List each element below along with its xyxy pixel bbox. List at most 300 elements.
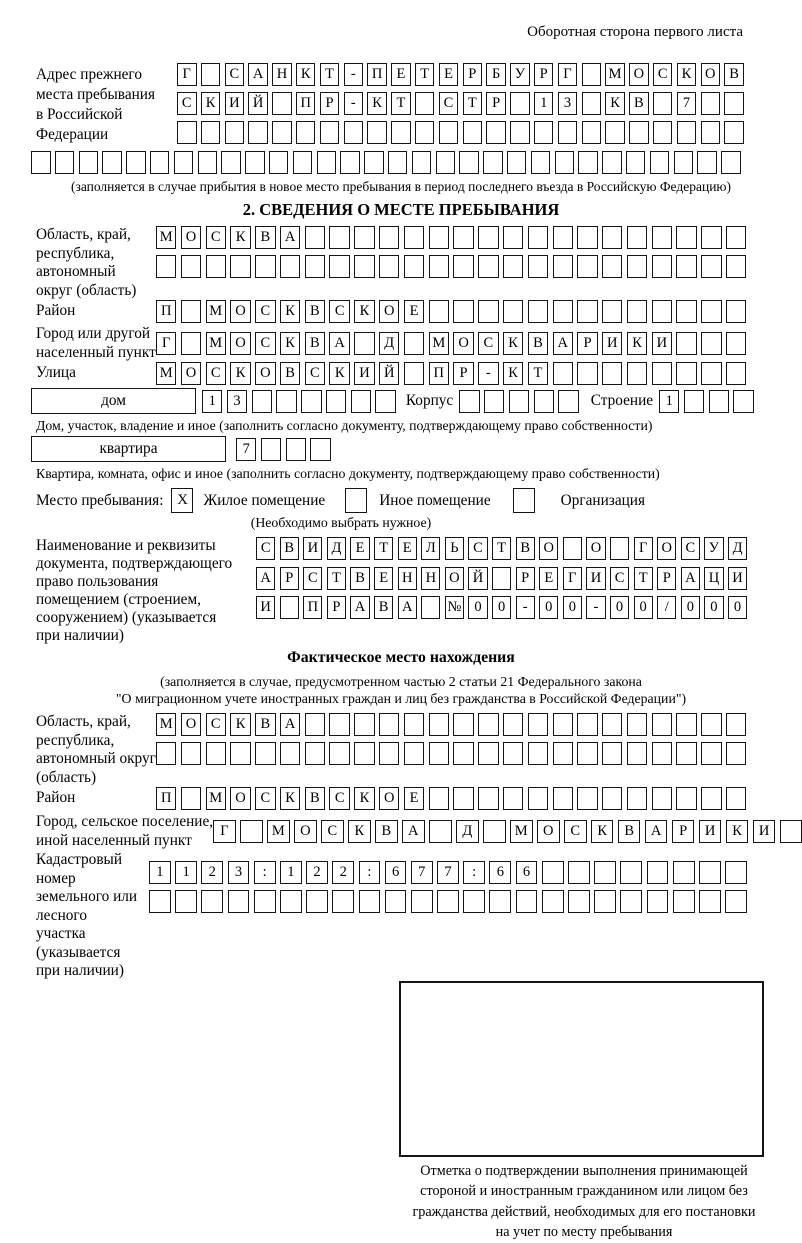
form-cell[interactable] (709, 390, 729, 413)
form-cell[interactable]: Б (486, 63, 506, 86)
form-cell[interactable]: В (618, 820, 641, 843)
form-cell[interactable] (55, 151, 75, 174)
form-cell[interactable] (528, 255, 548, 278)
form-cell[interactable] (647, 890, 669, 913)
form-cell[interactable] (463, 121, 483, 144)
actual-city-cells[interactable] (213, 820, 802, 843)
form-cell[interactable]: - (478, 362, 498, 385)
form-cell[interactable] (306, 890, 328, 913)
form-cell[interactable]: М (156, 226, 176, 249)
form-cell[interactable]: К (605, 92, 625, 115)
form-cell[interactable]: Ь (445, 537, 464, 560)
form-cell[interactable] (568, 861, 590, 884)
form-cell[interactable]: / (657, 596, 676, 619)
form-cell[interactable] (429, 742, 449, 765)
form-cell[interactable] (301, 390, 321, 413)
form-cell[interactable] (453, 713, 473, 736)
form-cell[interactable] (483, 820, 506, 843)
form-cell[interactable] (102, 151, 122, 174)
other-premise-checkbox[interactable] (345, 488, 367, 513)
form-cell[interactable] (181, 300, 201, 323)
form-cell[interactable]: 1 (534, 92, 554, 115)
form-cell[interactable] (553, 787, 573, 810)
form-cell[interactable]: С (610, 567, 629, 590)
form-cell[interactable]: С (439, 92, 459, 115)
form-cell[interactable] (404, 332, 424, 355)
form-cell[interactable]: У (510, 63, 530, 86)
form-cell[interactable] (503, 742, 523, 765)
form-cell[interactable]: С (255, 300, 275, 323)
form-cell[interactable]: 0 (492, 596, 511, 619)
form-cell[interactable]: Д (327, 537, 346, 560)
form-cell[interactable]: 7 (236, 438, 256, 461)
form-cell[interactable] (429, 820, 452, 843)
form-cell[interactable] (459, 390, 479, 413)
form-cell[interactable] (489, 890, 511, 913)
form-cell[interactable]: А (329, 332, 349, 355)
form-cell[interactable] (558, 121, 578, 144)
form-cell[interactable]: И (256, 596, 275, 619)
form-cell[interactable]: А (256, 567, 275, 590)
form-cell[interactable] (206, 742, 226, 765)
form-cell[interactable] (627, 742, 647, 765)
form-cell[interactable]: О (181, 362, 201, 385)
form-cell[interactable] (531, 151, 551, 174)
form-cell[interactable] (652, 362, 672, 385)
form-cell[interactable] (415, 92, 435, 115)
form-cell[interactable]: К (280, 332, 300, 355)
form-cell[interactable] (228, 890, 250, 913)
form-cell[interactable]: Р (463, 63, 483, 86)
form-cell[interactable] (652, 255, 672, 278)
form-cell[interactable] (177, 121, 197, 144)
form-cell[interactable] (429, 787, 449, 810)
form-cell[interactable]: М (206, 332, 226, 355)
form-cell[interactable] (305, 742, 325, 765)
form-cell[interactable] (404, 742, 424, 765)
form-cell[interactable] (724, 121, 744, 144)
stay-region-cells-2[interactable] (156, 255, 746, 278)
form-cell[interactable] (726, 332, 746, 355)
form-cell[interactable] (542, 861, 564, 884)
form-cell[interactable]: С (206, 226, 226, 249)
cadastral-cells-2[interactable] (149, 890, 747, 913)
form-cell[interactable] (582, 92, 602, 115)
form-cell[interactable] (577, 742, 597, 765)
form-cell[interactable]: Е (539, 567, 558, 590)
form-cell[interactable] (436, 151, 456, 174)
form-cell[interactable]: В (629, 92, 649, 115)
form-cell[interactable] (221, 151, 241, 174)
form-cell[interactable]: О (701, 63, 721, 86)
organization-checkbox[interactable] (513, 488, 535, 513)
form-cell[interactable]: О (379, 300, 399, 323)
form-cell[interactable] (563, 537, 582, 560)
form-cell[interactable] (578, 151, 598, 174)
form-cell[interactable] (652, 226, 672, 249)
form-cell[interactable]: Е (398, 537, 417, 560)
form-cell[interactable] (701, 92, 721, 115)
form-cell[interactable] (404, 362, 424, 385)
form-cell[interactable]: В (280, 537, 299, 560)
form-cell[interactable] (516, 890, 538, 913)
form-cell[interactable] (181, 255, 201, 278)
form-cell[interactable] (733, 390, 753, 413)
form-cell[interactable]: С (329, 787, 349, 810)
form-cell[interactable] (411, 890, 433, 913)
residential-checkbox[interactable]: X (171, 488, 193, 513)
form-cell[interactable]: К (201, 92, 221, 115)
form-cell[interactable] (305, 713, 325, 736)
form-cell[interactable] (31, 151, 51, 174)
form-cell[interactable] (780, 820, 802, 843)
form-cell[interactable] (620, 890, 642, 913)
form-cell[interactable] (726, 362, 746, 385)
form-cell[interactable]: В (255, 713, 275, 736)
form-cell[interactable] (421, 596, 440, 619)
form-cell[interactable] (429, 300, 449, 323)
form-cell[interactable]: 3 (227, 390, 247, 413)
form-cell[interactable] (602, 713, 622, 736)
form-cell[interactable] (453, 255, 473, 278)
form-cell[interactable] (305, 255, 325, 278)
form-cell[interactable]: 1 (659, 390, 679, 413)
form-cell[interactable] (478, 742, 498, 765)
form-cell[interactable] (602, 742, 622, 765)
form-cell[interactable]: Р (453, 362, 473, 385)
form-cell[interactable] (181, 742, 201, 765)
form-cell[interactable] (627, 713, 647, 736)
form-cell[interactable] (650, 151, 670, 174)
form-cell[interactable]: И (753, 820, 776, 843)
form-cell[interactable]: Р (486, 92, 506, 115)
form-cell[interactable]: П (367, 63, 387, 86)
form-cell[interactable] (379, 226, 399, 249)
form-cell[interactable]: Д (456, 820, 479, 843)
stroenie-cells[interactable] (659, 390, 754, 413)
form-cell[interactable]: 2 (332, 861, 354, 884)
form-cell[interactable] (150, 151, 170, 174)
form-cell[interactable]: Т (415, 63, 435, 86)
form-cell[interactable] (653, 121, 673, 144)
form-cell[interactable]: : (254, 861, 276, 884)
form-cell[interactable]: В (305, 300, 325, 323)
form-cell[interactable] (344, 121, 364, 144)
form-cell[interactable] (198, 151, 218, 174)
form-cell[interactable] (478, 787, 498, 810)
form-cell[interactable] (676, 713, 696, 736)
form-cell[interactable]: Г (563, 567, 582, 590)
form-cell[interactable] (503, 787, 523, 810)
form-cell[interactable] (509, 390, 529, 413)
form-cell[interactable] (676, 226, 696, 249)
form-cell[interactable] (320, 121, 340, 144)
form-cell[interactable]: 1 (149, 861, 171, 884)
form-cell[interactable]: О (453, 332, 473, 355)
form-cell[interactable] (463, 890, 485, 913)
form-cell[interactable]: П (296, 92, 316, 115)
form-cell[interactable] (181, 787, 201, 810)
form-cell[interactable] (627, 362, 647, 385)
form-cell[interactable]: 2 (201, 861, 223, 884)
form-cell[interactable] (528, 226, 548, 249)
form-cell[interactable] (296, 121, 316, 144)
form-cell[interactable] (354, 255, 374, 278)
form-cell[interactable] (126, 151, 146, 174)
actual-region-cells-2[interactable] (156, 742, 746, 765)
form-cell[interactable] (677, 121, 697, 144)
form-cell[interactable] (699, 861, 721, 884)
form-cell[interactable] (652, 713, 672, 736)
form-cell[interactable]: К (627, 332, 647, 355)
form-cell[interactable] (629, 121, 649, 144)
form-cell[interactable]: Т (391, 92, 411, 115)
form-cell[interactable] (553, 226, 573, 249)
form-cell[interactable] (252, 390, 272, 413)
form-cell[interactable]: К (726, 820, 749, 843)
form-cell[interactable]: 2 (306, 861, 328, 884)
form-cell[interactable]: Г (177, 63, 197, 86)
form-cell[interactable]: Р (320, 92, 340, 115)
form-cell[interactable]: И (602, 332, 622, 355)
form-cell[interactable]: О (539, 537, 558, 560)
form-cell[interactable] (429, 713, 449, 736)
form-cell[interactable]: М (206, 300, 226, 323)
form-cell[interactable]: Т (327, 567, 346, 590)
form-cell[interactable]: К (354, 300, 374, 323)
form-cell[interactable] (726, 742, 746, 765)
form-cell[interactable] (701, 787, 721, 810)
form-cell[interactable]: Е (391, 63, 411, 86)
form-cell[interactable] (676, 787, 696, 810)
form-cell[interactable]: В (516, 537, 535, 560)
prev-address-row-3[interactable] (177, 121, 744, 144)
form-cell[interactable] (230, 742, 250, 765)
form-cell[interactable]: В (724, 63, 744, 86)
form-cell[interactable] (174, 151, 194, 174)
form-cell[interactable]: Р (534, 63, 554, 86)
form-cell[interactable] (510, 121, 530, 144)
form-cell[interactable]: В (255, 226, 275, 249)
form-cell[interactable]: - (516, 596, 535, 619)
form-cell[interactable]: Е (374, 567, 393, 590)
stay-city-cells[interactable] (156, 332, 746, 355)
form-cell[interactable]: А (645, 820, 668, 843)
form-cell[interactable] (453, 742, 473, 765)
prev-address-overflow-row[interactable] (31, 151, 801, 174)
form-cell[interactable]: 3 (558, 92, 578, 115)
form-cell[interactable] (553, 742, 573, 765)
form-cell[interactable]: 7 (411, 861, 433, 884)
form-cell[interactable]: - (344, 92, 364, 115)
form-cell[interactable]: С (681, 537, 700, 560)
form-cell[interactable] (553, 362, 573, 385)
form-cell[interactable]: Д (379, 332, 399, 355)
form-cell[interactable]: М (605, 63, 625, 86)
form-cell[interactable] (577, 713, 597, 736)
form-cell[interactable] (510, 92, 530, 115)
form-cell[interactable] (329, 255, 349, 278)
form-cell[interactable] (310, 438, 330, 461)
form-cell[interactable]: С (177, 92, 197, 115)
form-cell[interactable] (404, 226, 424, 249)
form-cell[interactable] (528, 713, 548, 736)
form-cell[interactable] (280, 742, 300, 765)
form-cell[interactable]: И (699, 820, 722, 843)
form-cell[interactable] (181, 332, 201, 355)
form-cell[interactable] (79, 151, 99, 174)
form-cell[interactable] (627, 300, 647, 323)
form-cell[interactable]: Й (468, 567, 487, 590)
form-cell[interactable]: 0 (539, 596, 558, 619)
form-cell[interactable] (269, 151, 289, 174)
form-cell[interactable] (329, 742, 349, 765)
form-cell[interactable]: Т (374, 537, 393, 560)
form-cell[interactable] (245, 151, 265, 174)
form-cell[interactable]: А (402, 820, 425, 843)
form-cell[interactable] (404, 255, 424, 278)
form-cell[interactable] (404, 713, 424, 736)
form-cell[interactable]: С (564, 820, 587, 843)
form-cell[interactable]: М (429, 332, 449, 355)
form-cell[interactable]: Е (439, 63, 459, 86)
document-cells-1[interactable] (256, 537, 747, 560)
form-cell[interactable] (483, 151, 503, 174)
form-cell[interactable] (594, 890, 616, 913)
korpus-cells[interactable] (459, 390, 579, 413)
form-cell[interactable] (528, 300, 548, 323)
form-cell[interactable]: К (367, 92, 387, 115)
form-cell[interactable] (391, 121, 411, 144)
form-cell[interactable] (577, 300, 597, 323)
form-cell[interactable] (620, 861, 642, 884)
form-cell[interactable]: Г (213, 820, 236, 843)
form-cell[interactable] (726, 255, 746, 278)
form-cell[interactable]: С (478, 332, 498, 355)
form-cell[interactable] (429, 255, 449, 278)
form-cell[interactable] (542, 890, 564, 913)
form-cell[interactable]: П (156, 787, 176, 810)
form-cell[interactable]: А (280, 226, 300, 249)
form-cell[interactable] (701, 226, 721, 249)
form-cell[interactable] (453, 226, 473, 249)
form-cell[interactable]: И (303, 537, 322, 560)
form-cell[interactable] (280, 596, 299, 619)
form-cell[interactable]: И (586, 567, 605, 590)
form-cell[interactable] (240, 820, 263, 843)
form-cell[interactable] (201, 121, 221, 144)
form-cell[interactable] (701, 255, 721, 278)
form-cell[interactable]: О (230, 332, 250, 355)
form-cell[interactable]: - (586, 596, 605, 619)
form-cell[interactable]: Р (280, 567, 299, 590)
form-cell[interactable]: К (503, 332, 523, 355)
form-cell[interactable]: С (256, 537, 275, 560)
form-cell[interactable]: Л (421, 537, 440, 560)
form-cell[interactable] (627, 226, 647, 249)
form-cell[interactable] (492, 567, 511, 590)
form-cell[interactable]: О (445, 567, 464, 590)
form-cell[interactable] (684, 390, 704, 413)
form-cell[interactable]: В (528, 332, 548, 355)
form-cell[interactable] (721, 151, 741, 174)
form-cell[interactable] (602, 787, 622, 810)
form-cell[interactable] (724, 92, 744, 115)
form-cell[interactable] (385, 890, 407, 913)
form-cell[interactable]: А (350, 596, 369, 619)
form-cell[interactable]: В (280, 362, 300, 385)
form-cell[interactable]: И (728, 567, 747, 590)
form-cell[interactable] (156, 742, 176, 765)
form-cell[interactable] (726, 300, 746, 323)
form-cell[interactable] (582, 121, 602, 144)
actual-region-cells-1[interactable] (156, 713, 746, 736)
form-cell[interactable]: С (321, 820, 344, 843)
form-cell[interactable] (725, 890, 747, 913)
form-cell[interactable]: К (354, 787, 374, 810)
form-cell[interactable]: К (296, 63, 316, 86)
form-cell[interactable]: Ц (704, 567, 723, 590)
form-cell[interactable] (676, 742, 696, 765)
form-cell[interactable]: 1 (202, 390, 222, 413)
form-cell[interactable] (503, 255, 523, 278)
form-cell[interactable]: И (225, 92, 245, 115)
form-cell[interactable]: 6 (385, 861, 407, 884)
form-cell[interactable]: В (375, 820, 398, 843)
form-cell[interactable] (503, 226, 523, 249)
form-cell[interactable] (367, 121, 387, 144)
form-cell[interactable]: 6 (489, 861, 511, 884)
form-cell[interactable]: С (206, 362, 226, 385)
form-cell[interactable]: К (503, 362, 523, 385)
form-cell[interactable] (453, 300, 473, 323)
form-cell[interactable] (673, 890, 695, 913)
form-cell[interactable] (429, 226, 449, 249)
form-cell[interactable] (415, 121, 435, 144)
form-cell[interactable] (528, 787, 548, 810)
form-cell[interactable] (280, 255, 300, 278)
form-cell[interactable] (175, 890, 197, 913)
form-cell[interactable] (555, 151, 575, 174)
form-cell[interactable]: О (629, 63, 649, 86)
form-cell[interactable] (553, 713, 573, 736)
form-cell[interactable] (577, 226, 597, 249)
form-cell[interactable]: Е (350, 537, 369, 560)
form-cell[interactable] (697, 151, 717, 174)
form-cell[interactable] (726, 226, 746, 249)
form-cell[interactable]: Р (657, 567, 676, 590)
form-cell[interactable] (201, 890, 223, 913)
form-cell[interactable] (230, 255, 250, 278)
form-cell[interactable] (329, 226, 349, 249)
form-cell[interactable] (610, 537, 629, 560)
form-cell[interactable]: 0 (728, 596, 747, 619)
form-cell[interactable]: О (181, 713, 201, 736)
form-cell[interactable]: 1 (175, 861, 197, 884)
form-cell[interactable] (652, 787, 672, 810)
form-cell[interactable]: О (230, 787, 250, 810)
form-cell[interactable] (676, 255, 696, 278)
form-cell[interactable] (276, 390, 296, 413)
prev-address-row-1[interactable] (177, 63, 744, 86)
form-cell[interactable]: Й (379, 362, 399, 385)
form-cell[interactable]: 0 (468, 596, 487, 619)
form-cell[interactable] (602, 226, 622, 249)
form-cell[interactable]: К (280, 787, 300, 810)
form-cell[interactable] (627, 787, 647, 810)
form-cell[interactable] (726, 787, 746, 810)
form-cell[interactable]: 0 (563, 596, 582, 619)
